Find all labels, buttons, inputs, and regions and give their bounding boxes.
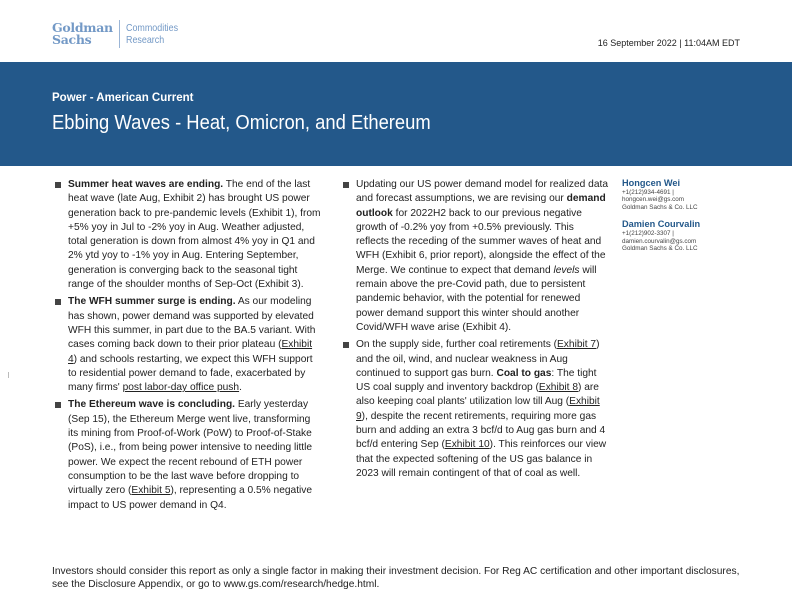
title-banner bbox=[0, 62, 792, 166]
logo-line1: Goldman bbox=[52, 20, 113, 35]
analyst-card bbox=[622, 178, 700, 211]
bullet-text: ), representing a 0.5% negative impact to US power demand in Q4. bbox=[68, 485, 313, 511]
analyst-email[interactable]: damien.courvalin@gs.com bbox=[622, 237, 697, 245]
bullet-lead: Summer heat waves are ending. bbox=[68, 179, 224, 190]
bullet-text: ), despite the recent retirements, requiring more gas burn and adding an extra 3 bcf/d to Aug gas burn and 4 bcf/d entering Sep ( bbox=[356, 410, 606, 451]
bullet-supply-side bbox=[340, 338, 608, 481]
bullet-text: As our modeling has shown, power demand was supported by elevated WFH this summer, in part due to the BA.5 variant. With cases coming back down to their prior plateau ( bbox=[68, 296, 316, 351]
logo-line2: Sachs bbox=[52, 32, 92, 47]
bullet-text: ). This reinforces our view that the expected softening of the US gas balance in 2023 will remain contingent of that of coal as well. bbox=[356, 439, 607, 479]
bullet-text: . bbox=[239, 382, 242, 394]
bullet-text: The end of the last heat wave (late Aug, Exhibit 2) has brought US power generation back to pre-pandemic levels (Exhibit 1), from +5% yoy in Jul to -2% yoy in Aug. Weather adjusted, total generation is down from almost 4% yoy in Q1 and 2% ytd yoy to -1% yoy in Aug. Entering September, generation is converging back to the seasonal tight range of the shoulder months of Sep-Oct (Exhibit 3). bbox=[68, 179, 321, 291]
report-title: Ebbing Waves - Heat, Omicron, and Ethereum bbox=[52, 112, 431, 134]
bullet-text: for 2022H2 back to our previous negative growth of -0.2% yoy from +0.5% previously. This reflects the receding of the summer waves of heat and WFH (Exhibit 6, prior report), alongside the effect of the Merge. We continue to expect that demand bbox=[356, 207, 606, 276]
bullet-lead: The Ethereum wave is concluding. bbox=[68, 399, 235, 411]
exhibit-4-link[interactable]: Exhibit 4 bbox=[68, 339, 313, 365]
bullet-text: ) and schools restarting, we expect this WFH support to residential power demand to fade, exacerbated by many firms' bbox=[68, 353, 313, 394]
analyst-card bbox=[622, 219, 700, 252]
exhibit-10-link[interactable]: Exhibit 10 bbox=[444, 439, 490, 451]
report-date: 16 September 2022 | 11:04AM EDT bbox=[597, 38, 740, 48]
bullet-icon bbox=[55, 402, 61, 408]
exhibit-9-link[interactable]: Exhibit 9 bbox=[356, 396, 600, 422]
bullet-demand-outlook bbox=[340, 178, 608, 335]
bullet-lead: The WFH summer surge is ending. bbox=[68, 296, 236, 308]
bullet-icon bbox=[55, 182, 61, 188]
margin-mark bbox=[8, 372, 9, 378]
bullet-text: Early yesterday (Sep 15), the Ethereum Merge went live, transforming its mining from Proof-of-Work (PoW) to Proof-of-Stake (PoS), i.e., from being power intensive to needing little power. We expect the recent rebound of ETH power consumption to be the last wave before dropping to virtually zero ( bbox=[68, 399, 313, 497]
goldman-sachs-logo bbox=[52, 20, 187, 48]
bullet-text: Updating our US power demand model for realized data and forecast assumptions, we are revising our bbox=[356, 179, 609, 205]
bullet-icon bbox=[55, 299, 61, 305]
division-line1: Commodities bbox=[125, 22, 178, 34]
italic-text: levels bbox=[553, 264, 580, 276]
exhibit-8-link[interactable]: Exhibit 8 bbox=[538, 382, 578, 394]
analyst-firm: Goldman Sachs & Co. LLC bbox=[622, 245, 698, 253]
bullet-text: ) are also keeping coal plants' utilization low till Aug ( bbox=[356, 382, 599, 408]
bullet-icon bbox=[343, 182, 349, 188]
bullet-text: ) and the oil, wind, and nuclear weakness in Aug continued to support gas burn. bbox=[356, 339, 600, 379]
analyst-email[interactable]: hongcen.wei@gs.com bbox=[622, 196, 685, 204]
analyst-name: Hongcen Wei bbox=[622, 178, 681, 188]
left-column bbox=[52, 178, 322, 516]
bullet-heat-waves bbox=[52, 178, 322, 292]
logo-divider bbox=[119, 20, 120, 48]
analyst-name: Damien Courvalin bbox=[622, 219, 701, 230]
bullet-icon bbox=[343, 342, 349, 348]
analyst-phone: +1(212)934-4691 | bbox=[622, 189, 674, 196]
bold-text: demand outlook bbox=[356, 193, 606, 219]
exhibit-5-link[interactable]: Exhibit 5 bbox=[131, 485, 171, 497]
analyst-firm: Goldman Sachs & Co. LLC bbox=[622, 203, 698, 211]
analyst-phone: +1(212)902-3307 | bbox=[622, 230, 674, 238]
disclosure-footer: Investors should consider this report as only a single factor in making their investment decision. For Reg AC certification and other important disclosures, see the Disclosure Appendix, or go to www.gs.com/research/hedge.html. bbox=[52, 566, 740, 590]
analyst-list bbox=[622, 178, 700, 260]
exhibit-7-link[interactable]: Exhibit 7 bbox=[557, 339, 597, 351]
division-line2: Research bbox=[125, 34, 165, 46]
bold-text: Coal to gas bbox=[496, 367, 552, 379]
bullet-ethereum bbox=[52, 398, 322, 512]
bullet-wfh bbox=[52, 295, 322, 395]
bullet-text: On the supply side, further coal retirements ( bbox=[356, 339, 558, 351]
office-push-link[interactable]: post labor-day office push bbox=[122, 382, 240, 394]
bullet-text: : The tight US coal supply and inventory backdrop ( bbox=[356, 367, 597, 394]
middle-column bbox=[340, 178, 608, 484]
bullet-text: will remain above the pre-Covid path, due to persistent pandemic behavior, with the potential for renewed power demand support this winter should another Covid/WFH wave arise (Exhibit 4). bbox=[356, 264, 597, 333]
series-name: Power - American Current bbox=[52, 92, 194, 104]
